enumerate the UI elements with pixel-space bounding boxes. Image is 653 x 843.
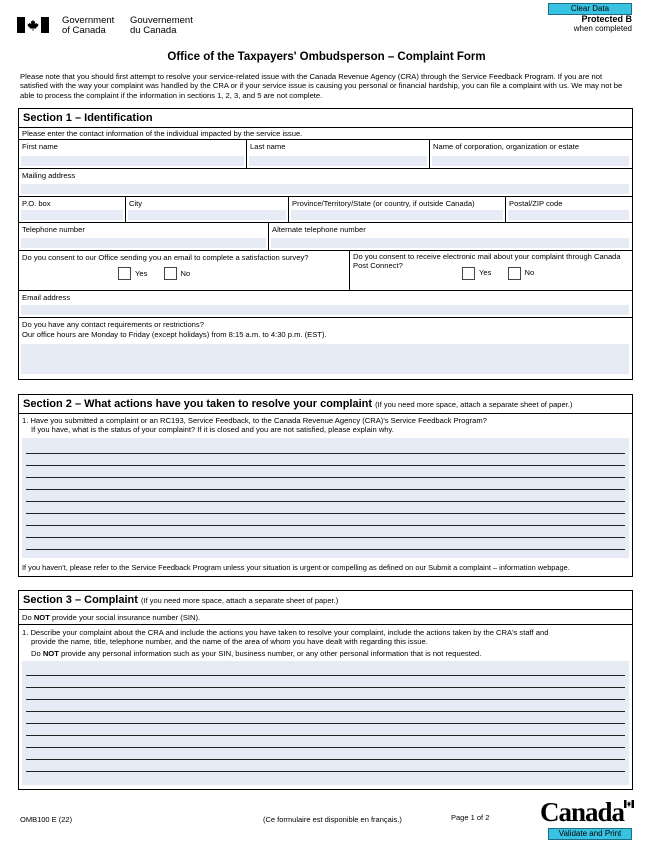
survey-yes-checkbox[interactable] xyxy=(118,267,131,280)
alt-telephone-field[interactable] xyxy=(271,238,629,248)
page-number: Page 1 of 2 xyxy=(451,813,490,822)
section-3 xyxy=(18,590,633,790)
mail-no-checkbox[interactable] xyxy=(508,267,521,280)
alt-telephone-label: Alternate telephone number xyxy=(272,225,366,234)
section-2 xyxy=(18,394,633,577)
mailing-address-cell xyxy=(19,169,631,196)
consent-mail-label: Do you consent to receive electronic mail about your complaint through Canada Post Connect? xyxy=(353,252,621,270)
last-name-cell xyxy=(247,140,430,168)
mailing-address-field[interactable] xyxy=(21,184,629,194)
telephone-label: Telephone number xyxy=(22,225,85,234)
postal-label: Postal/ZIP code xyxy=(509,199,563,208)
contact-req-cell xyxy=(19,318,631,376)
validate-and-print-button[interactable]: Validate and Print xyxy=(548,828,632,840)
section-2-question-1b: If you have, what is the status of your complaint? If it is closed and you are not satisfied, please explain why. xyxy=(31,425,394,434)
first-name-field[interactable] xyxy=(21,156,244,166)
survey-yes-label: Yes xyxy=(135,269,148,278)
sin-warning: Do NOT provide your social insurance number (SIN). xyxy=(19,610,632,625)
section-2-question-1: 1. Have you submitted a complaint or an RC193, Service Feedback, to the Canada Revenue Agency (CRA)'s Service Feedback Program? xyxy=(22,416,487,425)
mailing-address-label: Mailing address xyxy=(22,171,76,180)
city-label: City xyxy=(129,199,143,208)
section-3-question-1b: provide the name, title, telephone number, and the name of the area of whom you have dealt with regarding this issue. xyxy=(31,637,428,646)
section-2-answer-field[interactable] xyxy=(22,438,629,558)
survey-no-checkbox[interactable] xyxy=(164,267,177,280)
section-2-footer-note: If you haven't, please refer to the Service Feedback Program unless your situation is urgent or compelling as defined on our Submit a complaint – information webpage. xyxy=(22,563,570,572)
po-box-cell xyxy=(19,197,126,222)
office-hours-label: Our office hours are Monday to Friday (except holidays) from 8:15 a.m. to 4:30 p.m. (EST). xyxy=(22,330,327,339)
section-3-title: Section 3 – Complaint (If you need more space, attach a separate sheet of paper.) xyxy=(19,591,632,610)
government-of-canada-fr: Gouvernement du Canada xyxy=(130,15,193,36)
corp-name-field[interactable] xyxy=(432,156,629,166)
corp-name-label: Name of corporation, organization or estate xyxy=(433,142,580,151)
section-3-personal-info-warning: Do NOT provide any personal information such as your SIN, business number, or any other personal information that is not requested. xyxy=(31,649,482,658)
form-title: Office of the Taxpayers' Ombudsperson – Complaint Form xyxy=(167,51,486,63)
consent-survey-cell xyxy=(19,251,350,290)
city-field[interactable] xyxy=(128,210,286,220)
last-name-field[interactable] xyxy=(249,156,427,166)
section-1-title: Section 1 – Identification xyxy=(19,109,632,128)
consent-survey-label: Do you consent to our Office sending you an email to complete a satisfaction survey? xyxy=(22,253,309,262)
canada-flag-icon xyxy=(17,17,49,33)
province-cell xyxy=(289,197,506,222)
mail-yes-checkbox[interactable] xyxy=(462,267,475,280)
telephone-cell xyxy=(19,223,269,250)
form-code: OMB100 E (22) xyxy=(20,815,73,824)
intro-text: Please note that you should first attempt to resolve your service-related issue with the Canada Revenue Agency (CRA) through the Service Feedback Program. If you are not satisfied with the way your complaint was handled by the CRA or if your service issue is causing you personal or financial hardship, you can file a complaint with us. We may not be able to process the complaint if the information in sections 1, 2, 3, and 5 are not complete. xyxy=(20,72,623,100)
last-name-label: Last name xyxy=(250,142,286,151)
email-field[interactable] xyxy=(21,305,629,315)
mail-no-label: No xyxy=(524,268,535,278)
government-of-canada-en: Government of Canada xyxy=(62,15,115,36)
section-2-title: Section 2 – What actions have you taken to resolve your complaint (If you need more space, attach a separate sheet of paper.) xyxy=(19,395,632,414)
section-1 xyxy=(18,108,633,380)
postal-field[interactable] xyxy=(508,210,629,220)
consent-mail-cell xyxy=(350,251,631,290)
email-cell xyxy=(19,291,631,317)
province-label: Province/Territory/State (or country, if outside Canada) xyxy=(292,199,475,208)
contact-req-label: Do you have any contact requirements or restrictions? xyxy=(22,320,204,329)
city-cell xyxy=(126,197,289,222)
corp-name-cell xyxy=(430,140,631,168)
canada-wordmark: Canada xyxy=(540,797,624,828)
wordmark-flag-icon xyxy=(624,800,634,808)
po-box-label: P.O. box xyxy=(22,199,51,208)
section-1-instructions: Please enter the contact information of the individual impacted by the service issue. xyxy=(19,128,632,140)
contact-req-field[interactable] xyxy=(21,344,629,374)
province-field[interactable] xyxy=(291,210,503,220)
clear-data-button[interactable]: Clear Data xyxy=(548,3,632,15)
protected-b-label: Protected B when completed xyxy=(573,14,632,33)
telephone-field[interactable] xyxy=(21,238,266,248)
email-label: Email address xyxy=(22,293,71,302)
first-name-label: First name xyxy=(22,142,58,151)
section-3-question-1: 1. Describe your complaint about the CRA and include the actions you have taken to resolve your complaint, include the actions taken by the CRA's staff and xyxy=(22,628,549,637)
survey-no-label: No xyxy=(180,269,191,278)
mail-yes-label: Yes xyxy=(479,268,492,278)
alt-telephone-cell xyxy=(269,223,631,250)
po-box-field[interactable] xyxy=(21,210,123,220)
postal-cell xyxy=(506,197,631,222)
first-name-cell xyxy=(19,140,247,168)
french-availability-note: (Ce formulaire est disponible en français.) xyxy=(263,815,402,824)
